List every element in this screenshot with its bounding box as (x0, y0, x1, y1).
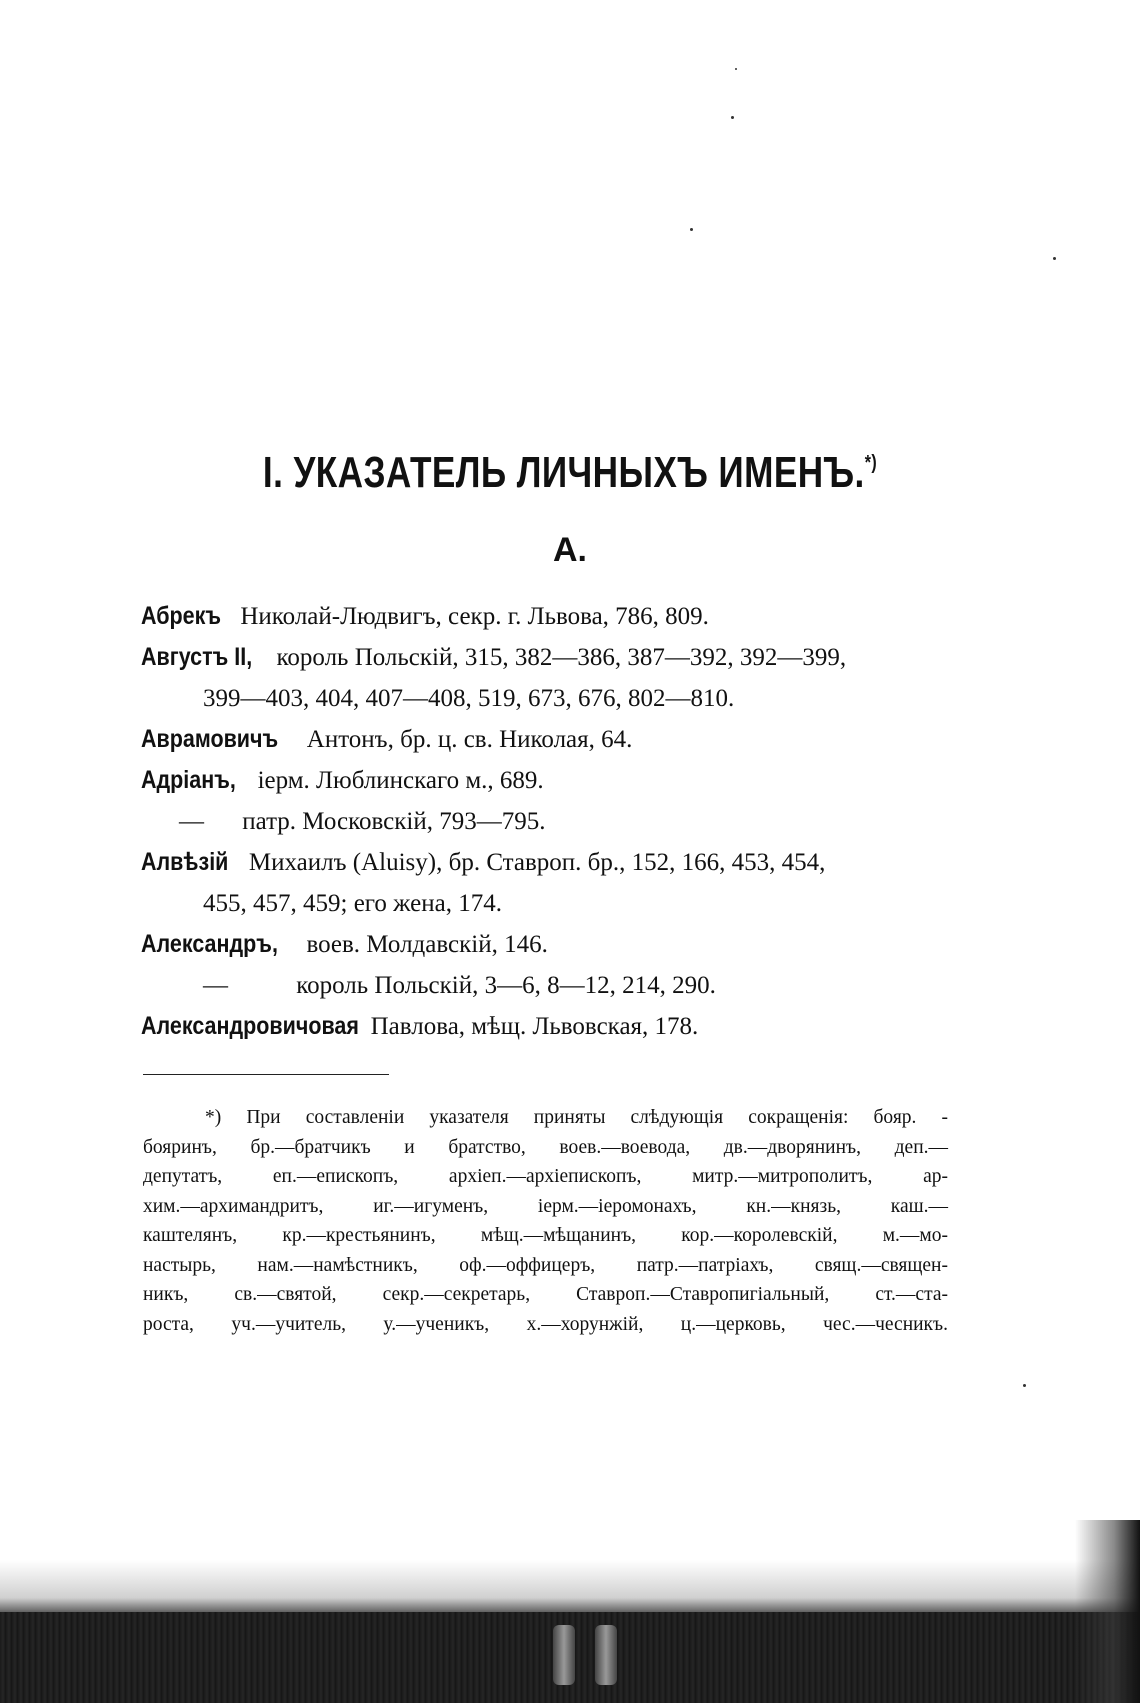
entry-text: Николай-Людвигъ, секр. г. Львова, 786, 809. (240, 603, 709, 630)
footnote-line: никъ, св.—святой, секр.—секретарь, Ставроп.—Ставропигіальный, ст.—ста- (143, 1284, 948, 1305)
index-entry-continuation (141, 678, 961, 719)
page-title (114, 448, 1026, 498)
scan-speck (735, 68, 737, 70)
footnote-line: депутатъ, еп.—епископъ, архіеп.—архіепископъ, митр.—митрополитъ, ар- (143, 1166, 948, 1187)
index-entry (141, 924, 961, 965)
index-entries (141, 596, 961, 1047)
footnote-rule (143, 1074, 389, 1075)
index-entry (141, 637, 961, 678)
index-subentry (141, 801, 961, 842)
index-entry (141, 760, 961, 801)
scan-speck (1023, 1384, 1026, 1387)
footnote-line: *) При составленіи указателя приняты слѣдующія сокращенія: бояр. - (205, 1107, 948, 1128)
section-letter: А. (553, 531, 587, 569)
entry-headword: Алвѣзій (141, 848, 229, 876)
binder-clip (595, 1625, 617, 1685)
footnote-line: бояринъ, бр.—братчикъ и братство, воев.—воевода, дв.—дворянинъ, деп.— (143, 1136, 948, 1158)
index-entry (141, 842, 961, 883)
binder-clip (553, 1625, 575, 1685)
entry-headword: Александровичовая (141, 1012, 359, 1040)
entry-text: король Польскій, 3—6, 8—12, 214, 290. (296, 972, 716, 999)
entry-headword: Адріанъ, (141, 766, 236, 794)
ditto-dash: — (203, 972, 228, 999)
footnote-line: роста, уч.—учитель, у.—ученикъ, х.—хорунжій, ц.—церковь, чес.—чесникъ. (143, 1313, 948, 1335)
entry-text: іерм. Люблинскаго м., 689. (257, 767, 544, 794)
scan-shadow (0, 1560, 1140, 1614)
entry-text: патр. Московскій, 793—795. (242, 808, 546, 835)
entry-text: 399—403, 404, 407—408, 519, 673, 676, 802—810. (203, 685, 735, 712)
footnote-line: настырь, нам.—намѣстникъ, оф.—оффицеръ, патр.—патріахъ, свящ.—священ- (143, 1254, 948, 1276)
index-entry (141, 1006, 961, 1047)
footnote-marker: *) (864, 452, 878, 474)
entry-text: 455, 457, 459; его жена, 174. (203, 890, 502, 917)
entry-headword: Августъ II, (141, 643, 253, 671)
scan-speck (1053, 257, 1056, 260)
footnote-line: хим.—архимандритъ, иг.—игуменъ, іерм.—іеромонахъ, кн.—князь, каш.— (143, 1195, 948, 1217)
entry-text: Антонъ, бр. ц. св. Николая, 64. (306, 726, 633, 753)
page-title-text: I. УКАЗАТЕЛЬ ЛИЧНЫХЪ ИМЕНЪ. (262, 448, 865, 497)
scan-speck (690, 228, 693, 231)
ditto-dash: — (179, 808, 204, 835)
entry-text: Михаилъ (Aluisy), бр. Ставроп. бр., 152, 166, 453, 454, (248, 849, 826, 876)
index-entry (141, 719, 961, 760)
entry-text: воев. Молдавскій, 146. (306, 931, 548, 958)
entry-text: король Польскій, 315, 382—386, 387—392, 392—399, (276, 644, 847, 671)
index-entry (141, 596, 961, 637)
footnote (143, 1103, 948, 1339)
entry-headword: Александръ, (141, 930, 278, 958)
index-entry-continuation (141, 883, 961, 924)
entry-headword: Аврамовичъ (141, 725, 279, 753)
index-subentry (141, 965, 961, 1006)
entry-headword: Абрекъ (141, 602, 222, 630)
scan-speck (731, 116, 734, 119)
footnote-line: каштелянъ, кр.—крестьянинъ, мѣщ.—мѣщанинъ, кор.—королевскій, м.—мо- (143, 1225, 948, 1246)
entry-text: Павлова, мѣщ. Львовская, 178. (370, 1013, 699, 1040)
page-edge-shadow (1075, 1520, 1140, 1703)
